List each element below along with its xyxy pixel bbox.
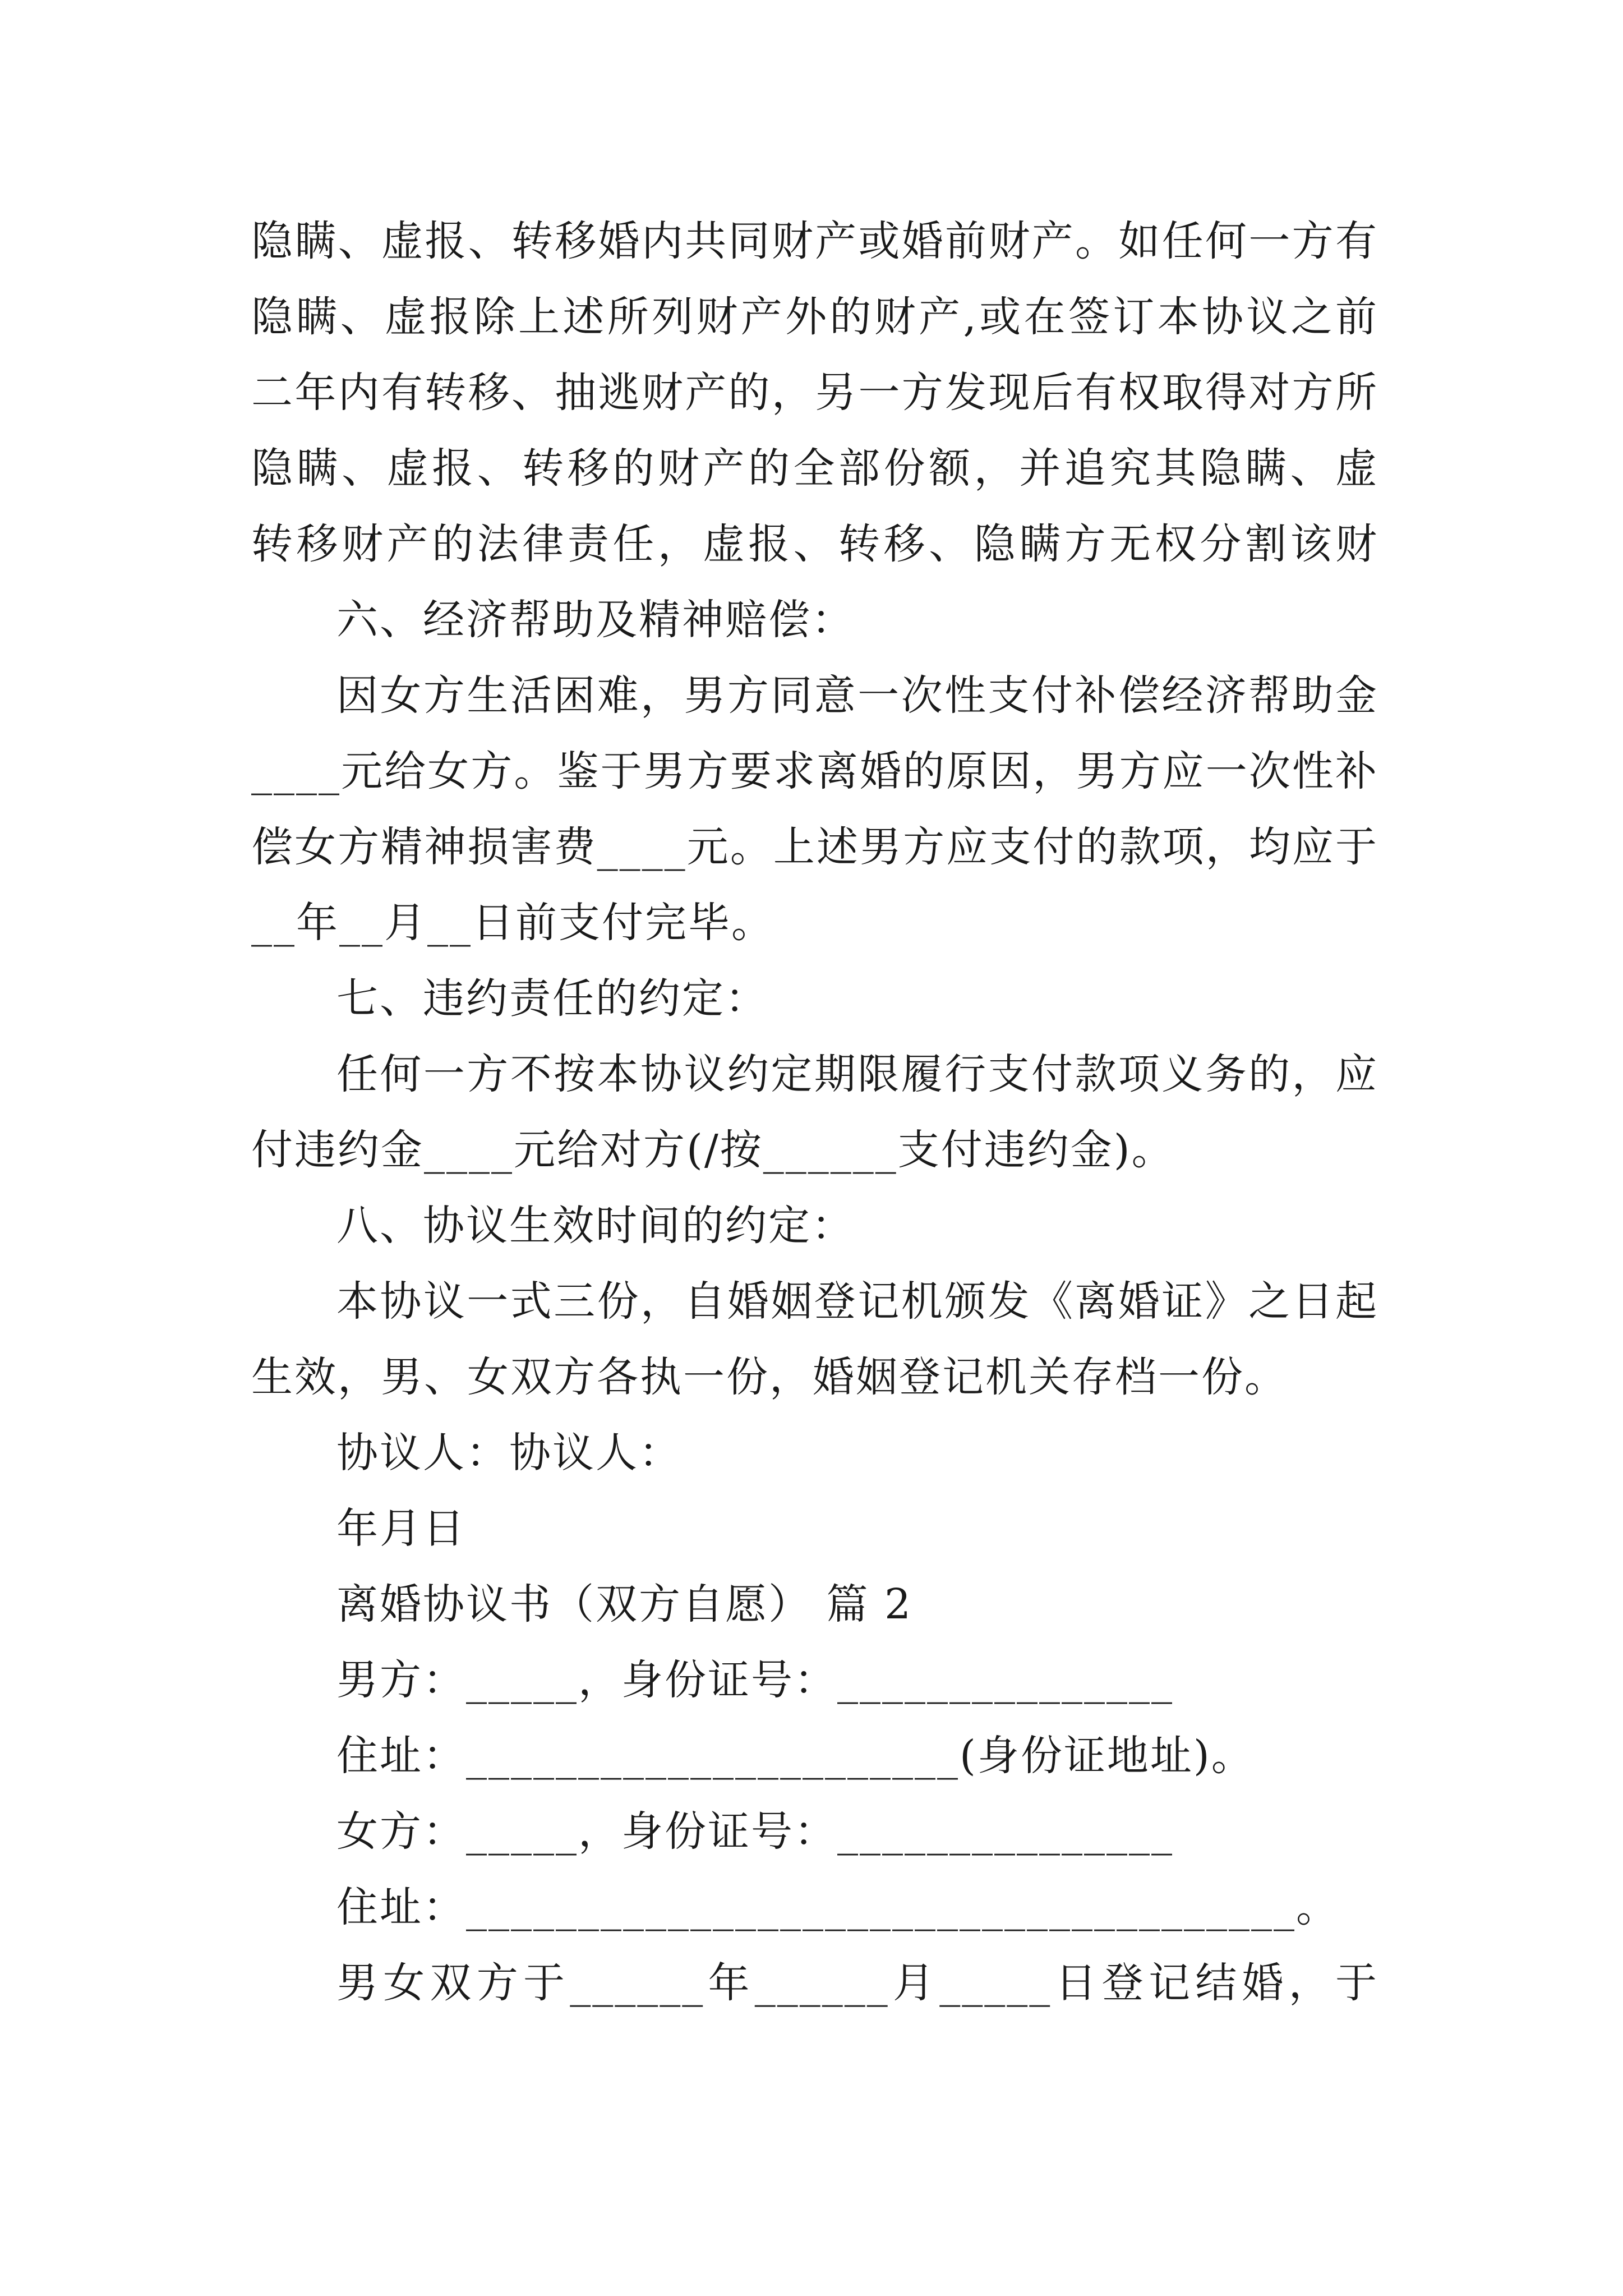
paragraph-line: 隐瞒、虚报、转移的财产的全部份额，并追究其隐瞒、虚 <box>251 444 1378 493</box>
paragraph-line: 因女方生活困难，男方同意一次性支付补偿经济帮助金 <box>336 671 1378 720</box>
paragraph-line: __年__月__日前支付完毕。 <box>251 899 774 947</box>
paragraph-line: 付违约金____元给对方(/按______支付违约金)。 <box>251 1126 1175 1174</box>
paragraph-line: 隐瞒、虚报除上述所列财产外的财产,或在签订本协议之前 <box>251 293 1378 341</box>
form-field-address: 住址：_____________________________________。 <box>336 1883 1339 1931</box>
paragraph-line: 本协议一式三份，自婚姻登记机颁发《离婚证》之日起 <box>336 1277 1378 1326</box>
paragraph-line: 任何一方不按本协议约定期限履行支付款项义务的，应 <box>336 1050 1378 1098</box>
paragraph-line: 转移财产的法律责任，虚报、转移、隐瞒方无权分割该财 <box>251 520 1378 568</box>
section-heading: 六、经济帮助及精神赔偿： <box>336 596 855 644</box>
paragraph-line: 男女双方于______年______月_____日登记结婚，于 <box>336 1959 1378 2007</box>
paragraph-line: 生效，男、女双方各执一份，婚姻登记机关存档一份。 <box>251 1353 1288 1401</box>
paragraph-line: 偿女方精神损害费____元。上述男方应支付的款项，均应于 <box>251 823 1378 871</box>
date-line: 年月日 <box>336 1504 466 1553</box>
form-field-address: 住址：______________________(身份证地址)。 <box>336 1732 1255 1780</box>
form-field-female: 女方：_____，身份证号：_______________ <box>336 1807 1174 1856</box>
paragraph-line: 隐瞒、虚报、转移婚内共同财产或婚前财产。如任何一方有 <box>251 217 1378 265</box>
signature-line: 协议人：协议人： <box>336 1429 682 1477</box>
section-heading: 八、协议生效时间的约定： <box>336 1202 855 1250</box>
document-subtitle: 离婚协议书（双方自愿） 篇 2 <box>336 1580 913 1628</box>
form-field-male: 男方：_____，身份证号：_______________ <box>336 1656 1174 1704</box>
paragraph-line: 二年内有转移、抽逃财产的，另一方发现后有权取得对方所 <box>251 369 1378 417</box>
paragraph-line: ____元给女方。鉴于男方要求离婚的原因，男方应一次性补 <box>251 747 1378 795</box>
section-heading: 七、违约责任的约定： <box>336 974 768 1023</box>
